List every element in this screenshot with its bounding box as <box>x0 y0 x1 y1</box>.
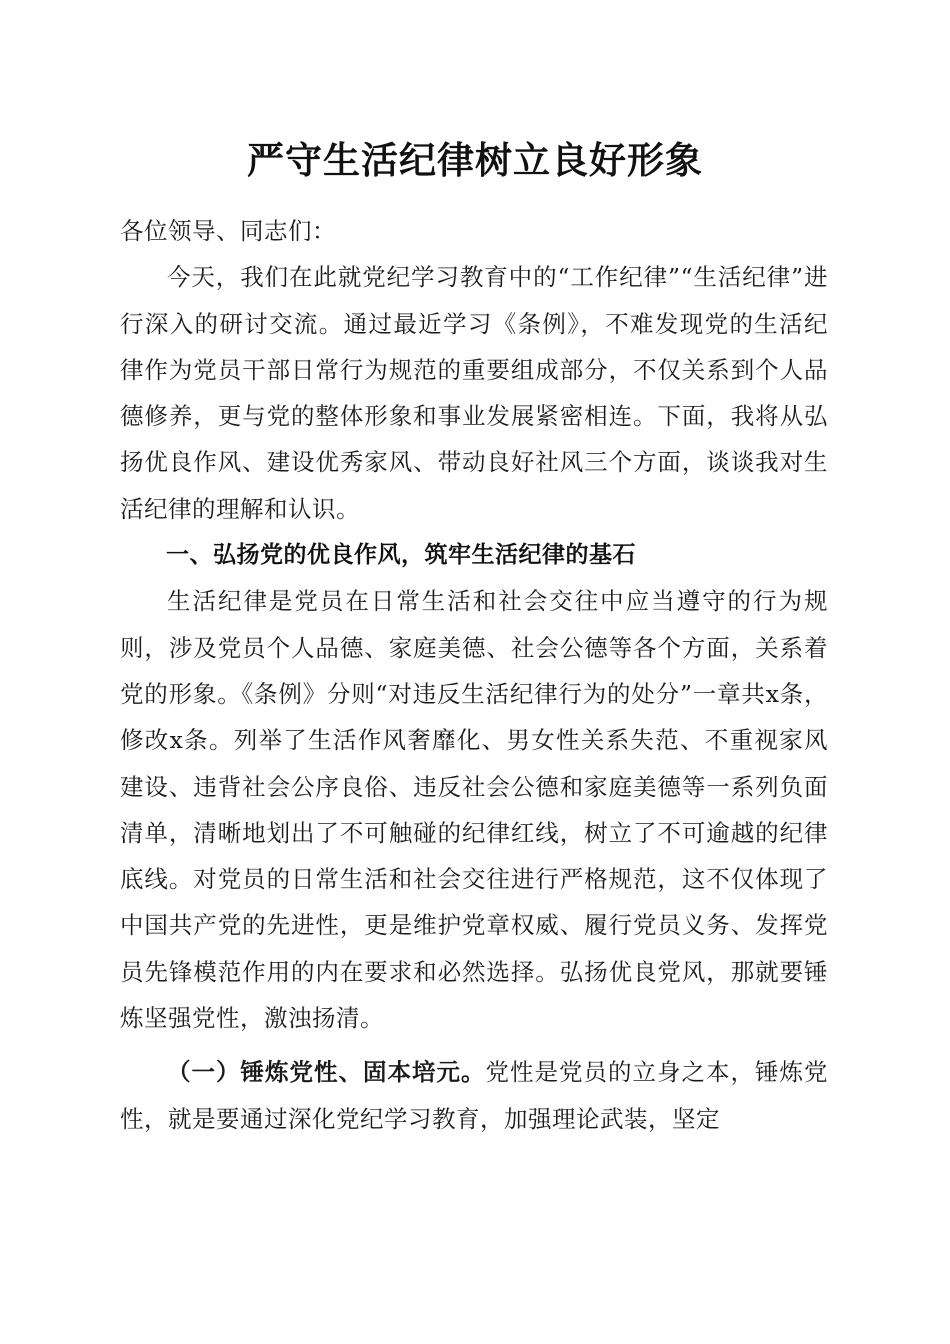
document-body <box>120 208 828 1142</box>
intro-paragraph: 今天，我们在此就党纪学习教育中的“工作纪律”“生活纪律”进行深入的研讨交流。通过最近学习《条例》，不难发现党的生活纪律作为党员干部日常行为规范的重要组成部分，不仅关系到个人品德修养，更与党的整体形象和事业发展紧密相连。下面，我将从弘扬优良作风、建设优秀家风、带动良好社风三个方面，谈谈我对生活纪律的理解和认识。 <box>120 263 828 523</box>
subsection-1-paragraph <box>120 1049 828 1142</box>
salutation: 各位领导、同志们： <box>120 217 336 245</box>
subsection-1-lead: （一）锤炼党性、固本培元。 <box>167 1058 486 1087</box>
section-heading-1: 一、弘扬党的优良作风，筑牢生活纪律的基石 <box>166 542 636 569</box>
paragraph-gap <box>120 1041 828 1049</box>
subsection-1-text: 党性是党员的立身之本，锤炼党性，就是要通过深化党纪学习教育，加强理论武装，坚定 <box>120 1058 828 1133</box>
section-1-paragraph: 生活纪律是党员在日常生活和社会交往中应当遵守的行为规则，涉及党员个人品德、家庭美德、社会公德等各个方面，关系着党的形象。《条例》分则“对违反生活纪律行为的处分”一章共x条，修改x条。列举了生活作风奢靡化、男女性关系失范、不重视家风建设、违背社会公序良俗、违反社会公德和家庭美德等一系列负面清单，清晰地划出了不可触碰的纪律红线，树立了不可逾越的纪律底线。对党员的日常生活和社会交往进行严格规范，这不仅体现了中国共产党的先进性，更是维护党章权威、履行党员义务、发挥党员先锋模范作用的内在要求和必然选择。弘扬优良党风，那就要锤炼坚强党性，激浊扬清。 <box>120 587 828 1033</box>
document-title: 严守生活纪律树立良好形象 <box>247 138 703 182</box>
